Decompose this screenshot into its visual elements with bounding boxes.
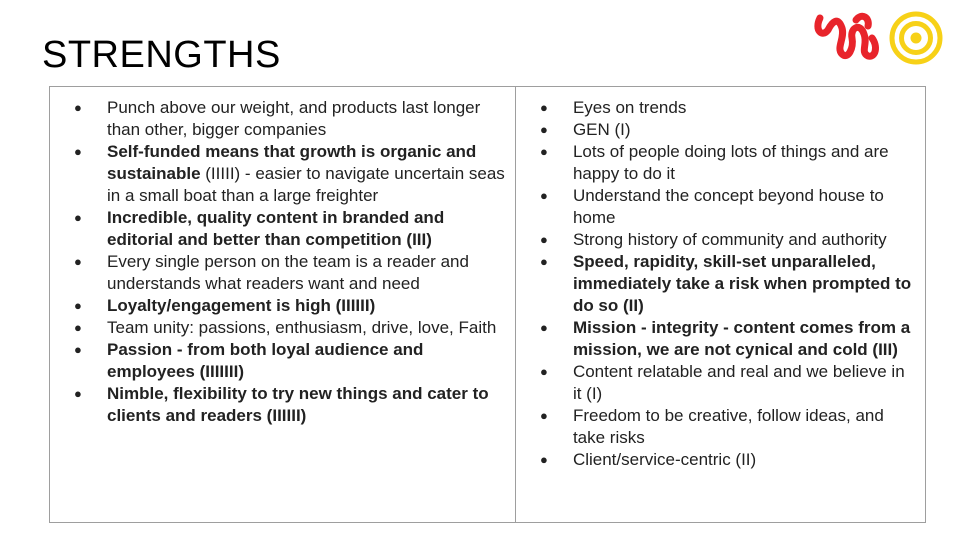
- list-item-text: Lots of people doing lots of things and are happy to do it: [572, 142, 889, 183]
- bullet-icon: ●: [74, 342, 82, 357]
- list-item-bold-text: Self-funded means that growth is organic and sustainable: [107, 142, 477, 183]
- list-item-text: Client/service-centric (II): [572, 450, 757, 469]
- strengths-list-right: [536, 97, 917, 471]
- list-item-text: Strong history of community and authority: [572, 230, 887, 249]
- list-item: [536, 229, 917, 251]
- bullet-icon: ●: [539, 254, 548, 269]
- list-item-text: Freedom to be creative, follow ideas, and take risks: [572, 406, 884, 447]
- list-item: [70, 339, 507, 383]
- list-item: [536, 405, 917, 449]
- list-item: [536, 141, 917, 185]
- bullet-icon: ●: [539, 408, 548, 423]
- list-item-text: (IIIII) - easier to navigate uncertain seas in a small boat than a large freighter: [107, 164, 505, 205]
- list-item: [536, 449, 917, 471]
- bullet-icon: ●: [74, 100, 82, 115]
- strengths-table: [49, 86, 926, 523]
- list-item-text: Mission - integrity - content comes from a mission, we are not cynical and cold (III): [572, 318, 911, 359]
- bullet-icon: ●: [74, 210, 82, 225]
- strengths-list-left: [70, 97, 507, 427]
- list-item-text: Passion - from both loyal audience and employees (IIIIIII): [107, 340, 424, 381]
- list-item: [536, 361, 917, 405]
- bullet-icon: ●: [539, 452, 548, 467]
- list-item: [70, 251, 507, 295]
- list-item-text: Loyalty/engagement is high (IIIIII): [107, 296, 376, 315]
- bullet-icon: ●: [539, 144, 548, 159]
- list-item-text: Every single person on the team is a reader and understands what readers want and need: [107, 252, 469, 293]
- list-item: [70, 383, 507, 427]
- list-item-text: Nimble, flexibility to try new things and cater to clients and readers (IIIIII): [107, 384, 489, 425]
- bullet-icon: ●: [539, 320, 548, 335]
- list-item: [536, 251, 917, 317]
- bullet-icon: ●: [539, 364, 548, 379]
- list-item-text: Content relatable and real and we believe in it (I): [572, 362, 905, 403]
- list-item-text: Incredible, quality content in branded and editorial and better than competition (III): [107, 208, 445, 249]
- bullet-icon: ●: [539, 232, 548, 247]
- list-item: [70, 207, 507, 251]
- list-item-text: Punch above our weight, and products last longer than other, bigger companies: [107, 98, 481, 139]
- logo-circle-inner: [911, 33, 922, 44]
- bullet-icon: ●: [539, 188, 548, 203]
- list-item-text: Understand the concept beyond house to home: [572, 186, 884, 227]
- bullet-icon: ●: [539, 100, 548, 115]
- list-item: [70, 97, 507, 141]
- bullet-icon: ●: [74, 386, 82, 401]
- list-item-text: GEN (I): [572, 120, 631, 139]
- list-item-text: Eyes on trends: [572, 98, 687, 117]
- bullet-icon: ●: [74, 320, 82, 335]
- list-item-text: Speed, rapidity, skill-set unparalleled, immediately take a risk when prompted to do so (II): [572, 252, 912, 315]
- bullet-icon: ●: [74, 144, 82, 159]
- brand-logo-icon: [812, 8, 946, 66]
- list-item: [536, 185, 917, 229]
- bullet-icon: ●: [74, 254, 82, 269]
- bullet-icon: ●: [74, 298, 82, 313]
- list-item: [70, 141, 507, 207]
- list-item: [536, 119, 917, 141]
- list-item: [70, 317, 507, 339]
- list-item: [536, 97, 917, 119]
- list-item: [70, 295, 507, 317]
- slide-title: STRENGTHS: [42, 34, 281, 76]
- strengths-column-right: [516, 87, 925, 522]
- list-item: [536, 317, 917, 361]
- bullet-icon: ●: [539, 122, 548, 137]
- list-item-text: Team unity: passions, enthusiasm, drive, love, Faith: [107, 318, 497, 337]
- strengths-column-left: [50, 87, 516, 522]
